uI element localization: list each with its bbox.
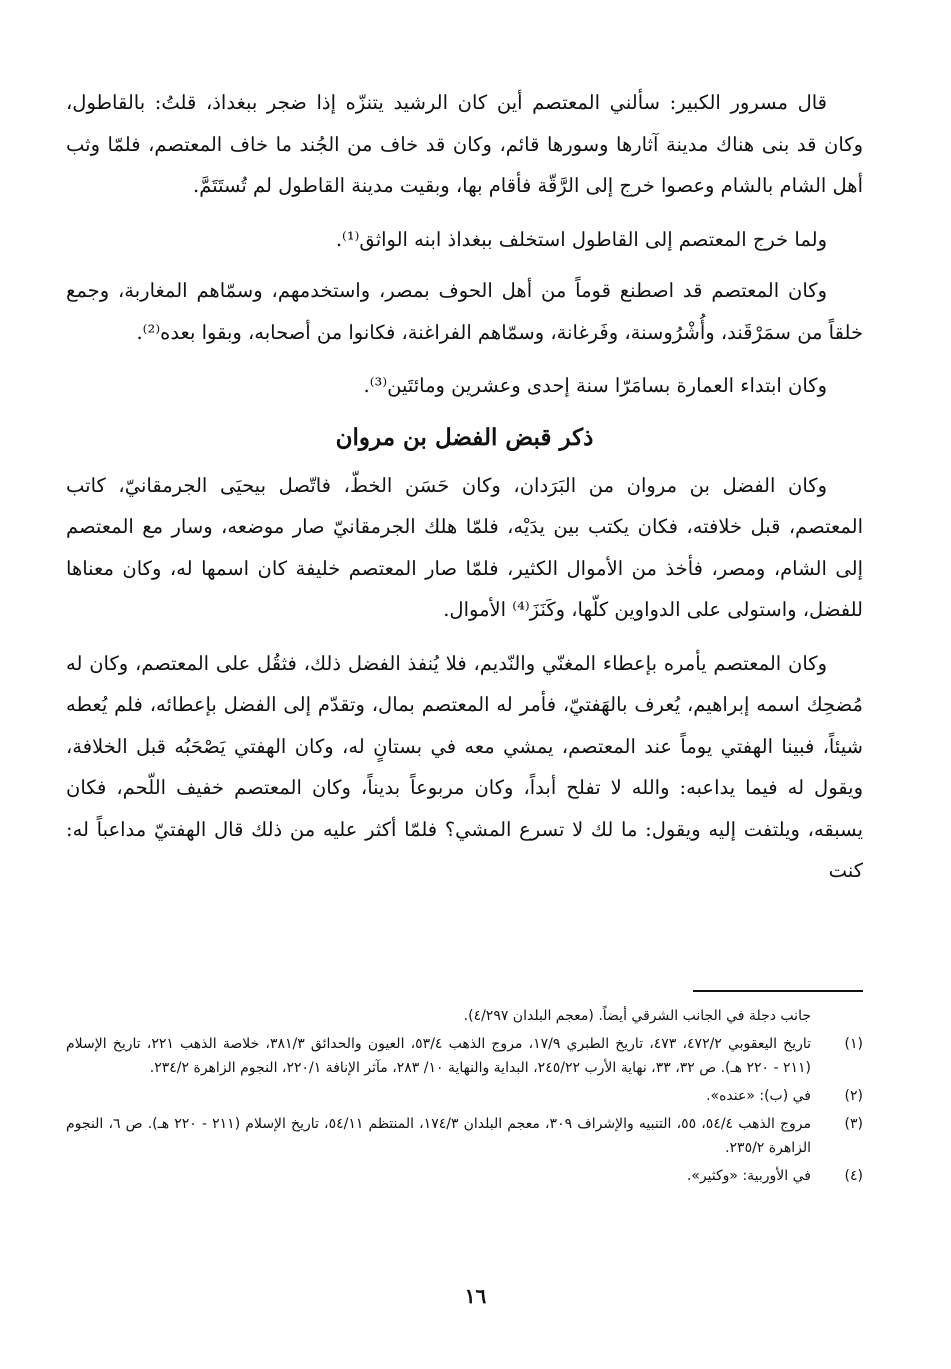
paragraph-fadl: وكان الفضل بن مروان من البَرَدان، وكان حَسَن الخطّ، فاتّصل بيحيَى الجرمقانيّ، كاتب المعتصم، قبل خلافته، فكان يكتب بين يدَيْه، فلمّا هلك الجرمقانيّ صار موضعه، وسار مع المعتصم إلى الشام، ومصر، فأخذ من الأموال الكثير، فلمّا صار المعتصم خليفة كان اسمها له، وكان معناها للفضل، واستولى على الدواوين كلّها، وكَنَزَ⁽⁴⁾ الأموال. [66,473,863,621]
footnote [66,1112,863,1160]
footnote-text: مروج الذهب ٥٤/٤، ٥٥، التنبيه والإشراف ٣٠٩، معجم البلدان ١٧٤/٣، المنتظم ٥٤/١١، تاريخ الإسلام (٢١١ - ٢٢٠ هـ). ص ٦، النجوم الزاهرة ٢٣٥/٢. [66,1116,812,1156]
footnote [66,1084,863,1108]
section-heading: ذكر قبض الفضل بن مروان [335,423,594,451]
footnote-text: في الأوربية: «وكثير». [686,1168,811,1184]
main-text-body [66,82,863,982]
paragraph-masrur: قال مسرور الكبير: سألني المعتصم أين كان الرشيد يتنزّه إذا ضجر ببغداذ، قلتُ: بالقاطول، وكان قد بنى هناك مدينة آثارها وسورها قائم، وكان قد خاف من الجُند ما خاف المعتصم، فلمّا وثب أهل الشام بالشام وعصوا خرج إلى الرَّقّة فأقام بها، وبقيت مدينة القاطول لم تُستَتَمَّ. [66,91,863,197]
footnotes [66,1004,863,1274]
footnote-number: (٢) [844,1088,863,1104]
footnote-text: في (ب): «عنده». [706,1088,811,1104]
paragraph-maghariba: وكان المعتصم قد اصطنع قوماً من أهل الحوف بمصر، واستخدمهم، وسمّاهم المغاربة، وجمع خلقاً من سمَرْقَند، وأُشْرُوسنة، وفَرغانة، وسمّاهم الفراغنة، فكانوا من أصحابه، وبقوا بعده⁽²⁾. [66,279,863,344]
paragraph-haftiy: وكان المعتصم يأمره بإعطاء المغنّي والنّديم، فلا يُنفذ الفضل ذلك، فثقُل على المعتصم، وكان له مُضحِك اسمه إبراهيم، يُعرف بالهَفتيّ، فأمر له المعتصم بمال، وتقدّم إلى الفضل بإعطائه، فلم يُعطه شيئاً، فبينا الهفتي يوماً عند المعتصم، يمشي معه في بستانٍ له، وكان الهفتي يَصْحَبُه قبل الخلافة، ويقول له فيما يداعبه: والله لا تفلح أبداً، وكان مربوعاً بديناً، وكان المعتصم خفيف اللّحم، فكان يسبقه، ويلتفت إليه ويقول: ما لك لا تسرع المشي؟ فلمّا أكثر عليه من ذلك قال الهفتيّ مداعباً له: كنت [66,651,863,882]
footnote [66,1164,863,1188]
footnote-number: (٣) [844,1116,863,1132]
page-number: ١٦ [464,1284,487,1308]
footnote-number: (٤) [844,1168,863,1184]
paragraph-samarra: وكان ابتداء العمارة بسامَرّا سنة إحدى وعشرين ومائتَين⁽³⁾. [363,374,827,397]
footnote-continuation: جانب دجلة في الجانب الشرقي أيضاً. (معجم البلدان ٤/٢٩٧). [463,1008,811,1024]
footnote [66,1032,863,1080]
paragraph-wathiq: ولما خرج المعتصم إلى القاطول استخلف ببغداذ ابنه الواثق⁽¹⁾. [335,227,827,251]
footnote-number: (١) [844,1036,863,1052]
footnote-separator [693,990,863,992]
footnote-text: تاريخ اليعقوبي ٤٧٢/٢، ٤٧٣، تاريخ الطبري ١٧/٩، مروج الذهب ٥٣/٤، العيون والحدائق ٣٨١/٣، خلاصة الذهب ٢٢١، تاريخ الإسلام (٢١١ - ٢٢٠ هـ). ص ٣٢، ٣٣، نهاية الأرب ٢٤٥/٢٢، البداية والنهاية ١٠/ ٢٨٣، مآثر الإنافة ٢٢٠/١، النجوم الزاهرة ٢٣٤/٢. [66,1036,812,1076]
